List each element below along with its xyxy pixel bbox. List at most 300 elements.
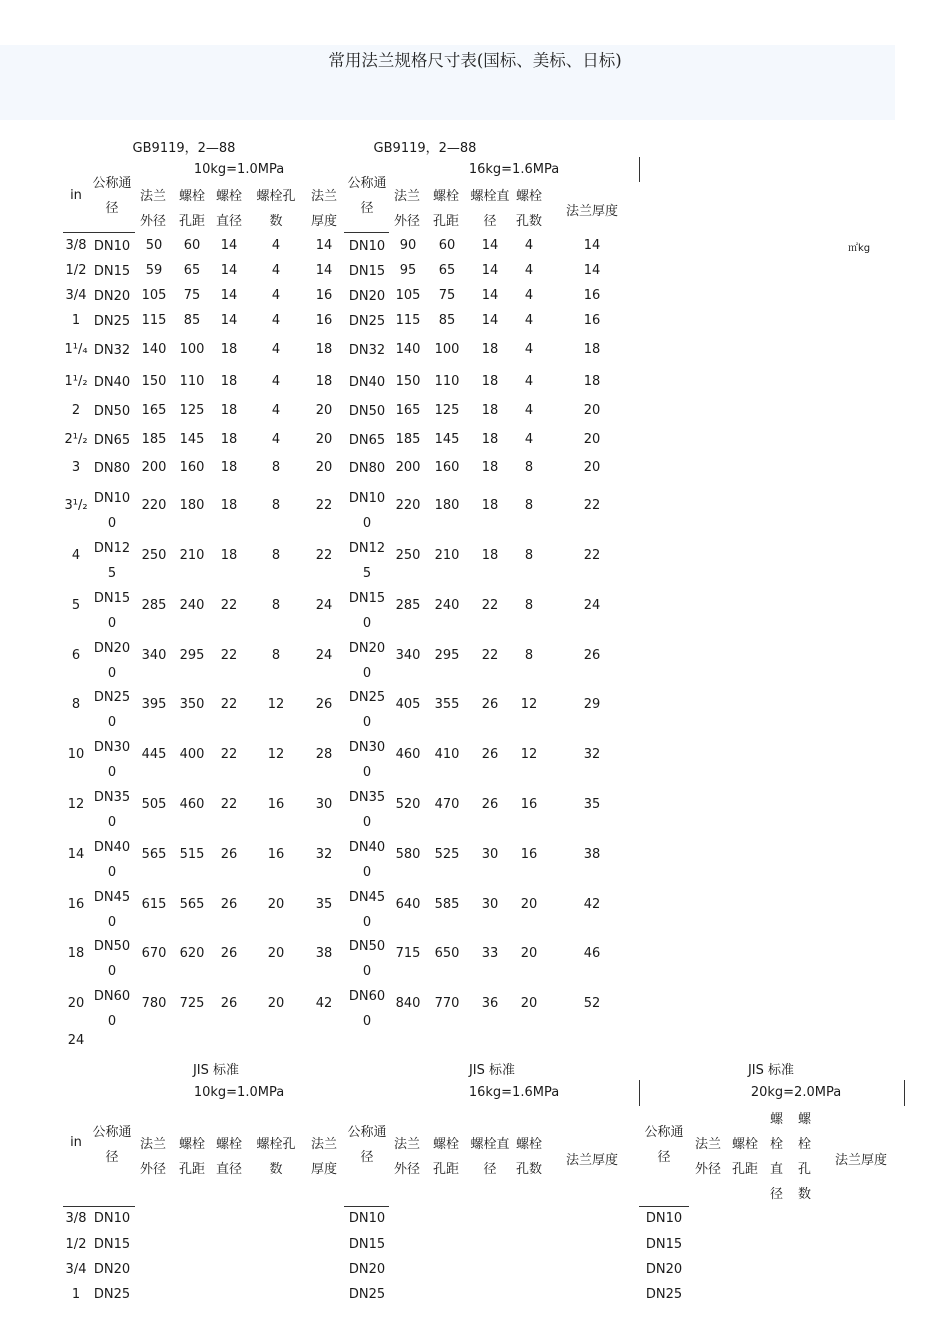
gb-cell-left: 185 [141, 432, 167, 447]
gb-cell-left: 20 [267, 946, 285, 961]
gb-cell-dn: DN150 [93, 591, 131, 631]
gb-cell-left: 210 [179, 548, 205, 563]
gb-cell-right: 115 [395, 313, 421, 328]
jis-cell-inch: 3/8 [65, 1211, 87, 1226]
gb-cell-right: 470 [434, 797, 460, 812]
gb-cell-dn: DN40 [93, 375, 131, 390]
gb-cell-left: 4 [271, 432, 281, 447]
gb-cell-left: 18 [220, 403, 238, 418]
jis-pressure-3: 20kg=2.0MPa [750, 1085, 842, 1100]
gb-cell-left: 24 [315, 598, 333, 613]
gb-cell-dn: DN500 [93, 939, 131, 979]
gb-cell-right: 20 [583, 432, 601, 447]
gb-cell-right: 8 [524, 598, 534, 613]
page-title: 常用法兰规格尺寸表(国标、美标、日标) [328, 51, 622, 70]
gb-cell-left: 18 [220, 342, 238, 357]
jis-header-outer: 法兰外径 [139, 1137, 166, 1177]
gb-cell-inch: 5 [71, 598, 81, 613]
gb-cell-right: 250 [395, 548, 421, 563]
gb-cell-right: 14 [481, 313, 499, 328]
gb-cell-right: 75 [438, 288, 456, 303]
gb-cell-dn: DN80 [93, 461, 131, 476]
gb-cell-dn-right: DN40 [348, 375, 386, 390]
gb-cell-dn: DN300 [93, 740, 131, 780]
gb-cell-right: 8 [524, 648, 534, 663]
gb-cell-right: 16 [520, 797, 538, 812]
gb-cell-left: 395 [141, 697, 167, 712]
gb-cell-right: 26 [481, 747, 499, 762]
gb-cell-right: 14 [583, 238, 601, 253]
gb-cell-right: 14 [481, 263, 499, 278]
jis-cell-inch: 1/2 [65, 1237, 87, 1252]
gb-cell-dn: DN10 [93, 239, 131, 254]
jis-cell-dn: DN10 [93, 1211, 131, 1226]
gb-cell-left: 250 [141, 548, 167, 563]
gb-cell-dn-right: DN25 [348, 314, 386, 329]
gb-cell-left: 60 [183, 238, 201, 253]
gb-cell-right: 22 [583, 498, 601, 513]
gb-cell-right: 640 [395, 897, 421, 912]
gb-cell-right: 16 [583, 313, 601, 328]
jis-header-pitch: 螺栓孔距 [178, 1137, 205, 1177]
gb-cell-dn-right: DN125 [348, 541, 386, 581]
jis-header-pitch-3: 螺栓孔距 [731, 1137, 758, 1177]
gb-cell-left: 18 [315, 374, 333, 389]
gb-cell-left: 22 [220, 598, 238, 613]
gb-cell-left: 20 [315, 460, 333, 475]
jis-cell-dn-3: DN10 [645, 1211, 683, 1226]
gb-cell-left: 4 [271, 288, 281, 303]
gb-cell-right: 20 [520, 897, 538, 912]
gb-cell-right: 4 [524, 432, 534, 447]
gb-cell-left: 18 [315, 342, 333, 357]
jis-cell-dn-2: DN25 [348, 1287, 386, 1302]
gb-cell-right: 65 [438, 263, 456, 278]
jis-standard-2: JIS 标准 [468, 1063, 516, 1078]
gb-cell-left: 8 [271, 598, 281, 613]
gb-cell-inch: 3 [71, 460, 81, 475]
gb-cell-left: 26 [220, 996, 238, 1011]
gb-cell-left: 12 [267, 697, 285, 712]
gb-cell-right: 715 [395, 946, 421, 961]
jis-standard-3: JIS 标准 [747, 1063, 795, 1078]
gb-cell-left: 8 [271, 498, 281, 513]
gb-cell-left: 14 [315, 263, 333, 278]
gb-cell-left: 20 [267, 996, 285, 1011]
gb-cell-right: 580 [395, 847, 421, 862]
gb-cell-right: 18 [583, 342, 601, 357]
gb-cell-left: 50 [145, 238, 163, 253]
gb-cell-left: 515 [179, 847, 205, 862]
unit-note: ㎡kg [848, 243, 871, 254]
gb-cell-left: 14 [315, 238, 333, 253]
gb-cell-right: 32 [583, 747, 601, 762]
gb-cell-left: 35 [315, 897, 333, 912]
gb-cell-dn-right: DN65 [348, 433, 386, 448]
gb-cell-right: 18 [481, 374, 499, 389]
gb-cell-right: 4 [524, 342, 534, 357]
gb-cell-left: 26 [220, 847, 238, 862]
gb-cell-right: 20 [583, 460, 601, 475]
gb-cell-dn: DN250 [93, 690, 131, 730]
jis-header-bolt-dia: 螺栓直径 [215, 1137, 242, 1177]
gb-cell-left: 200 [141, 460, 167, 475]
gb-cell-right: 525 [434, 847, 460, 862]
jis-divider-2 [904, 1080, 905, 1106]
jis-header-underline-2 [344, 1206, 389, 1207]
gb-cell-right: 18 [481, 498, 499, 513]
gb-header-thick-r: 法兰厚度 [565, 204, 619, 219]
gb-cell-inch: 1 [71, 313, 81, 328]
gb-header-bolt-num-r: 螺栓孔数 [515, 189, 542, 229]
gb-cell-right: 12 [520, 697, 538, 712]
jis-pressure-1: 10kg=1.0MPa [193, 1085, 285, 1100]
jis-cell-dn-3: DN25 [645, 1287, 683, 1302]
gb-cell-dn-right: DN150 [348, 591, 386, 631]
gb-cell-left: 140 [141, 342, 167, 357]
gb-cell-left: 295 [179, 648, 205, 663]
gb-cell-left: 22 [220, 797, 238, 812]
gb-cell-right: 12 [520, 747, 538, 762]
jis-cell-dn: DN25 [93, 1287, 131, 1302]
gb-cell-left: 4 [271, 342, 281, 357]
gb-cell-left: 30 [315, 797, 333, 812]
gb-header-nominal-r: 公称通径 [347, 176, 387, 216]
gb-cell-left: 18 [220, 432, 238, 447]
gb-cell-left: 16 [267, 797, 285, 812]
gb-header-underline-left [63, 232, 135, 233]
gb-header-underline-right [344, 232, 389, 233]
jis-header-outer-3: 法兰外径 [694, 1137, 721, 1177]
gb-cell-left: 59 [145, 263, 163, 278]
gb-cell-left: 28 [315, 747, 333, 762]
gb-standard-right: GB9119，2—88 [373, 141, 477, 156]
gb-cell-left: 22 [220, 747, 238, 762]
gb-cell-right: 105 [395, 288, 421, 303]
gb-cell-right: 100 [434, 342, 460, 357]
gb-cell-left: 725 [179, 996, 205, 1011]
gb-header-in: in [70, 188, 82, 203]
gb-cell-right: 18 [481, 548, 499, 563]
gb-cell-left: 14 [220, 313, 238, 328]
gb-cell-left: 115 [141, 313, 167, 328]
gb-cell-dn: DN125 [93, 541, 131, 581]
gb-cell-left: 8 [271, 548, 281, 563]
gb-cell-right: 22 [583, 548, 601, 563]
jis-header-nominal-r: 公称通径 [347, 1125, 387, 1165]
jis-pressure-2: 16kg=1.6MPa [468, 1085, 560, 1100]
gb-pressure-left: 10kg=1.0MPa [193, 162, 285, 177]
gb-cell-left: 18 [220, 498, 238, 513]
gb-cell-left: 14 [220, 238, 238, 253]
gb-cell-right: 145 [434, 432, 460, 447]
gb-cell-inch: 14 [67, 847, 85, 862]
gb-header-thick: 法兰厚度 [310, 189, 337, 229]
gb-cell-dn: DN200 [93, 641, 131, 681]
gb-cell-right: 35 [583, 797, 601, 812]
gb-header-bolt-num: 螺栓孔数 [256, 189, 296, 229]
gb-cell-right: 8 [524, 498, 534, 513]
gb-cell-left: 14 [220, 263, 238, 278]
gb-cell-right: 52 [583, 996, 601, 1011]
gb-cell-right: 16 [520, 847, 538, 862]
gb-cell-left: 22 [220, 648, 238, 663]
gb-cell-left: 340 [141, 648, 167, 663]
gb-cell-right: 18 [481, 432, 499, 447]
gb-cell-dn: DN450 [93, 890, 131, 930]
gb-cell-left: 22 [315, 548, 333, 563]
gb-cell-left: 18 [220, 548, 238, 563]
gb-cell-left: 42 [315, 996, 333, 1011]
gb-cell-dn: DN65 [93, 433, 131, 448]
gb-cell-right: 18 [481, 460, 499, 475]
gb-cell-right: 150 [395, 374, 421, 389]
gb-cell-right: 4 [524, 374, 534, 389]
gb-cell-right: 20 [520, 946, 538, 961]
gb-cell-inch: 2¹/₂ [64, 432, 88, 447]
gb-cell-right: 185 [395, 432, 421, 447]
gb-cell-inch: 2 [71, 403, 81, 418]
gb-cell-right: 36 [481, 996, 499, 1011]
gb-cell-right: 30 [481, 897, 499, 912]
jis-cell-dn-2: DN10 [348, 1211, 386, 1226]
gb-standard-left: GB9119，2—88 [132, 141, 236, 156]
gb-cell-dn-right: DN300 [348, 740, 386, 780]
gb-cell-left: 145 [179, 432, 205, 447]
gb-cell-left: 12 [267, 747, 285, 762]
gb-cell-inch: 1/2 [65, 263, 87, 278]
gb-cell-dn: DN600 [93, 989, 131, 1029]
gb-cell-right: 125 [434, 403, 460, 418]
gb-header-pitch-r: 螺栓孔距 [432, 189, 459, 229]
gb-cell-left: 150 [141, 374, 167, 389]
jis-cell-dn-3: DN15 [645, 1237, 683, 1252]
gb-cell-dn: DN15 [93, 264, 131, 279]
gb-cell-right: 46 [583, 946, 601, 961]
gb-cell-inch: 16 [67, 897, 85, 912]
gb-cell-right: 140 [395, 342, 421, 357]
gb-cell-left: 4 [271, 374, 281, 389]
jis-cell-dn-3: DN20 [645, 1262, 683, 1277]
gb-cell-dn-right: DN450 [348, 890, 386, 930]
gb-cell-left: 18 [220, 460, 238, 475]
gb-cell-left: 32 [315, 847, 333, 862]
gb-cell-left: 105 [141, 288, 167, 303]
jis-cell-dn: DN20 [93, 1262, 131, 1277]
gb-cell-left: 4 [271, 238, 281, 253]
gb-cell-right: 26 [481, 697, 499, 712]
gb-cell-right: 285 [395, 598, 421, 613]
jis-header-pitch-r: 螺栓孔距 [432, 1137, 459, 1177]
gb-cell-right: 220 [395, 498, 421, 513]
jis-cell-dn: DN15 [93, 1237, 131, 1252]
jis-header-bolt-num-3: 螺栓孔数 [797, 1112, 811, 1202]
gb-cell-left: 20 [315, 403, 333, 418]
gb-cell-right: 20 [583, 403, 601, 418]
gb-cell-dn: DN350 [93, 790, 131, 830]
gb-cell-dn-right: DN100 [348, 491, 386, 531]
gb-cell-right: 20 [520, 996, 538, 1011]
gb-cell-right: 22 [481, 598, 499, 613]
gb-cell-left: 400 [179, 747, 205, 762]
jis-cell-inch: 1 [71, 1287, 81, 1302]
gb-cell-left: 16 [315, 288, 333, 303]
gb-cell-left: 14 [220, 288, 238, 303]
jis-header-outer-r: 法兰外径 [393, 1137, 420, 1177]
gb-cell-right: 585 [434, 897, 460, 912]
gb-cell-dn-right: DN400 [348, 840, 386, 880]
gb-cell-dn-right: DN200 [348, 641, 386, 681]
gb-cell-right: 460 [395, 747, 421, 762]
gb-cell-left: 20 [315, 432, 333, 447]
gb-cell-right: 210 [434, 548, 460, 563]
gb-cell-dn-right: DN600 [348, 989, 386, 1029]
jis-header-bolt-num: 螺栓孔数 [256, 1137, 296, 1177]
gb-cell-left: 165 [141, 403, 167, 418]
gb-cell-right: 60 [438, 238, 456, 253]
gb-cell-right: 200 [395, 460, 421, 475]
gb-cell-right: 14 [481, 288, 499, 303]
gb-cell-inch: 12 [67, 797, 85, 812]
gb-cell-left: 4 [271, 313, 281, 328]
gb-cell-left: 65 [183, 263, 201, 278]
jis-header-nominal-3: 公称通径 [644, 1125, 684, 1165]
gb-cell-dn: DN20 [93, 289, 131, 304]
jis-cell-inch: 3/4 [65, 1262, 87, 1277]
jis-divider-1 [639, 1080, 640, 1106]
gb-cell-dn-right: DN80 [348, 461, 386, 476]
gb-cell-right: 650 [434, 946, 460, 961]
gb-cell-inch: 4 [71, 548, 81, 563]
gb-header-outer: 法兰外径 [139, 189, 166, 229]
gb-divider [639, 157, 640, 182]
gb-header-bolt-dia-r: 螺栓直径 [470, 189, 510, 229]
gb-cell-right: 16 [583, 288, 601, 303]
jis-header-thick-r: 法兰厚度 [565, 1153, 619, 1168]
gb-cell-right: 180 [434, 498, 460, 513]
jis-header-bolt-dia-r: 螺栓直径 [470, 1137, 510, 1177]
jis-header-bolt-dia-3: 螺栓直径 [769, 1112, 783, 1202]
gb-cell-right: 295 [434, 648, 460, 663]
gb-header-outer-r: 法兰外径 [393, 189, 420, 229]
gb-cell-left: 24 [315, 648, 333, 663]
gb-cell-inch: 10 [67, 747, 85, 762]
gb-cell-left: 565 [179, 897, 205, 912]
jis-header-bolt-num-r: 螺栓孔数 [515, 1137, 542, 1177]
gb-cell-left: 505 [141, 797, 167, 812]
gb-cell-left: 26 [220, 946, 238, 961]
gb-cell-right: 840 [395, 996, 421, 1011]
gb-cell-left: 240 [179, 598, 205, 613]
gb-cell-right: 90 [399, 238, 417, 253]
gb-cell-right: 14 [583, 263, 601, 278]
gb-cell-left: 18 [220, 374, 238, 389]
gb-cell-dn-right: DN20 [348, 289, 386, 304]
gb-cell-left: 460 [179, 797, 205, 812]
gb-cell-right: 165 [395, 403, 421, 418]
gb-cell-right: 8 [524, 548, 534, 563]
gb-cell-right: 29 [583, 697, 601, 712]
gb-cell-inch: 3/8 [65, 238, 87, 253]
gb-cell-dn: DN400 [93, 840, 131, 880]
gb-cell-dn: DN100 [93, 491, 131, 531]
gb-cell-right: 4 [524, 403, 534, 418]
gb-cell-left: 350 [179, 697, 205, 712]
gb-cell-right: 22 [481, 648, 499, 663]
gb-cell-left: 445 [141, 747, 167, 762]
gb-cell-left: 75 [183, 288, 201, 303]
gb-cell-left: 780 [141, 996, 167, 1011]
gb-cell-right: 340 [395, 648, 421, 663]
gb-cell-right: 8 [524, 460, 534, 475]
gb-cell-left: 100 [179, 342, 205, 357]
gb-cell-right: 18 [583, 374, 601, 389]
gb-cell-left: 22 [220, 697, 238, 712]
gb-cell-left: 160 [179, 460, 205, 475]
gb-cell-right: 14 [481, 238, 499, 253]
gb-cell-inch: 1¹/₂ [64, 374, 88, 389]
gb-cell-left: 26 [220, 897, 238, 912]
gb-pressure-right: 16kg=1.6MPa [468, 162, 560, 177]
gb-cell-left: 615 [141, 897, 167, 912]
gb-cell-right: 110 [434, 374, 460, 389]
gb-cell-right: 405 [395, 697, 421, 712]
jis-header-nominal: 公称通径 [92, 1125, 132, 1165]
gb-cell-dn-right: DN500 [348, 939, 386, 979]
gb-cell-right: 24 [583, 598, 601, 613]
gb-cell-left: 220 [141, 498, 167, 513]
gb-header-nominal: 公称通径 [92, 176, 132, 216]
gb-cell-right: 26 [583, 648, 601, 663]
gb-cell-left: 620 [179, 946, 205, 961]
gb-cell-left: 565 [141, 847, 167, 862]
gb-cell-dn-right: DN32 [348, 343, 386, 358]
gb-cell-right: 520 [395, 797, 421, 812]
gb-cell-left: 670 [141, 946, 167, 961]
gb-cell-dn: DN25 [93, 314, 131, 329]
gb-cell-right: 33 [481, 946, 499, 961]
gb-cell-right: 85 [438, 313, 456, 328]
gb-cell-right: 410 [434, 747, 460, 762]
gb-cell-dn-right: DN10 [348, 239, 386, 254]
gb-cell-dn-right: DN50 [348, 404, 386, 419]
gb-cell-left: 8 [271, 648, 281, 663]
gb-cell-right: 355 [434, 697, 460, 712]
gb-cell-inch: 6 [71, 648, 81, 663]
gb-cell-left: 4 [271, 403, 281, 418]
gb-cell-inch: 3/4 [65, 288, 87, 303]
gb-cell-left: 22 [315, 498, 333, 513]
gb-header-bolt-dia: 螺栓直径 [215, 189, 242, 229]
jis-header-in: in [70, 1135, 82, 1150]
gb-cell-right: 95 [399, 263, 417, 278]
jis-header-thick: 法兰厚度 [310, 1137, 337, 1177]
gb-cell-left: 285 [141, 598, 167, 613]
jis-header-underline-1 [63, 1206, 135, 1207]
gb-cell-left: 16 [267, 847, 285, 862]
gb-header-pitch: 螺栓孔距 [178, 189, 205, 229]
gb-cell-right: 4 [524, 238, 534, 253]
gb-cell-dn-right: DN350 [348, 790, 386, 830]
gb-cell-dn-right: DN15 [348, 264, 386, 279]
gb-cell-right: 160 [434, 460, 460, 475]
gb-cell-left: 8 [271, 460, 281, 475]
jis-header-thick-3: 法兰厚度 [834, 1153, 888, 1168]
gb-cell-right: 4 [524, 313, 534, 328]
gb-cell-dn: DN50 [93, 404, 131, 419]
gb-cell-left: 26 [315, 697, 333, 712]
gb-cell-left: 20 [267, 897, 285, 912]
